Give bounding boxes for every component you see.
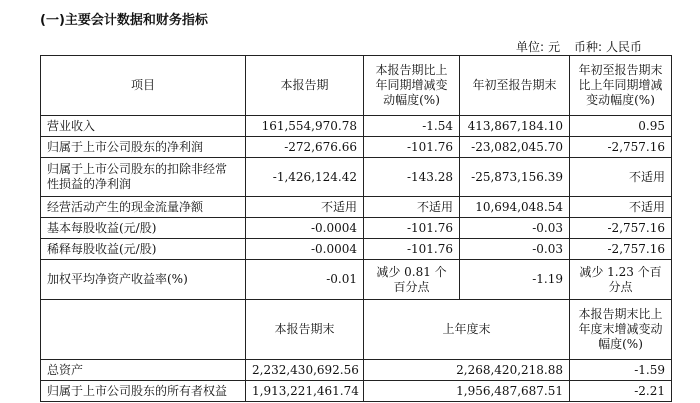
unit-line (0, 38, 642, 55)
cell-current: 不适用 (246, 197, 364, 218)
cell-change: -2.21 (570, 381, 672, 402)
header-prior-year-end: 上年度末 (364, 300, 570, 360)
row-item: 归属于上市公司股东的净利润 (41, 137, 246, 158)
table-row (41, 381, 672, 402)
cell-ytd: -0.03 (460, 239, 570, 260)
currency-value: 人民币 (605, 40, 642, 54)
table-subheader-row (41, 300, 672, 360)
cell-yoy: -101.76 (364, 218, 460, 239)
cell-period-end: 1,913,221,461.74 (246, 381, 364, 402)
cell-yoy: 减少 0.81 个 百分点 (364, 260, 460, 300)
cell-ytd-yoy: 不适用 (570, 158, 672, 197)
cell-ytd-yoy: 不适用 (570, 197, 672, 218)
header-ytd-yoy: 年初至报告期末 比上年同期增减 变动幅度(%) (570, 56, 672, 116)
table-row (41, 218, 672, 239)
cell-ytd: 413,867,184.10 (460, 116, 570, 137)
cell-period-end: 2,232,430,692.56 (246, 360, 364, 381)
section-title: (一)主要会计数据和财务指标 (40, 13, 208, 28)
row-item: 稀释每股收益(元/股) (41, 239, 246, 260)
table-row (41, 137, 672, 158)
table-row (41, 239, 672, 260)
table-row (41, 260, 672, 300)
cell-ytd-yoy: -2,757.16 (570, 239, 672, 260)
table-header-row (41, 56, 672, 116)
currency-label: 币种: (573, 40, 602, 54)
cell-yoy: 不适用 (364, 197, 460, 218)
cell-ytd-yoy: -2,757.16 (570, 137, 672, 158)
cell-ytd: -0.03 (460, 218, 570, 239)
header-yoy: 本报告期比上 年同期增减变 动幅度(%) (364, 56, 460, 116)
header-item: 项目 (41, 56, 246, 116)
cell-ytd: -23,082,045.70 (460, 137, 570, 158)
cell-ytd: 10,694,048.54 (460, 197, 570, 218)
row-item: 营业收入 (41, 116, 246, 137)
table-row (41, 158, 672, 197)
cell-current: -0.01 (246, 260, 364, 300)
unit-label: 单位: (516, 40, 545, 54)
table-row (41, 360, 672, 381)
header-period-end: 本报告期末 (246, 300, 364, 360)
cell-yoy: -143.28 (364, 158, 460, 197)
financial-indicators-table (40, 55, 672, 402)
header-ytd: 年初至报告期末 (460, 56, 570, 116)
row-item: 基本每股收益(元/股) (41, 218, 246, 239)
table-row (41, 197, 672, 218)
cell-prior-year-end: 2,268,420,218.88 (364, 360, 570, 381)
subheader-blank (41, 300, 246, 360)
row-item: 总资产 (41, 360, 246, 381)
row-item: 经营活动产生的现金流量净额 (41, 197, 246, 218)
cell-ytd-yoy: -2,757.16 (570, 218, 672, 239)
cell-yoy: -101.76 (364, 239, 460, 260)
cell-current: -272,676.66 (246, 137, 364, 158)
row-item: 归属于上市公司股东的扣除非经常 性损益的净利润 (41, 158, 246, 197)
cell-ytd-yoy: 0.95 (570, 116, 672, 137)
cell-ytd: -25,873,156.39 (460, 158, 570, 197)
cell-current: -0.0004 (246, 239, 364, 260)
table-row (41, 116, 672, 137)
cell-current: 161,554,970.78 (246, 116, 364, 137)
cell-current: -0.0004 (246, 218, 364, 239)
row-item: 归属于上市公司股东的所有者权益 (41, 381, 246, 402)
unit-value: 元 (548, 40, 561, 54)
cell-ytd: -1.19 (460, 260, 570, 300)
cell-current: -1,426,124.42 (246, 158, 364, 197)
header-current-period: 本报告期 (246, 56, 364, 116)
cell-yoy: -1.54 (364, 116, 460, 137)
cell-ytd-yoy: 减少 1.23 个百 分点 (570, 260, 672, 300)
row-item: 加权平均净资产收益率(%) (41, 260, 246, 300)
cell-change: -1.59 (570, 360, 672, 381)
cell-prior-year-end: 1,956,487,687.51 (364, 381, 570, 402)
cell-yoy: -101.76 (364, 137, 460, 158)
header-change: 本报告期末比上 年度末增减变动 幅度(%) (570, 300, 672, 360)
